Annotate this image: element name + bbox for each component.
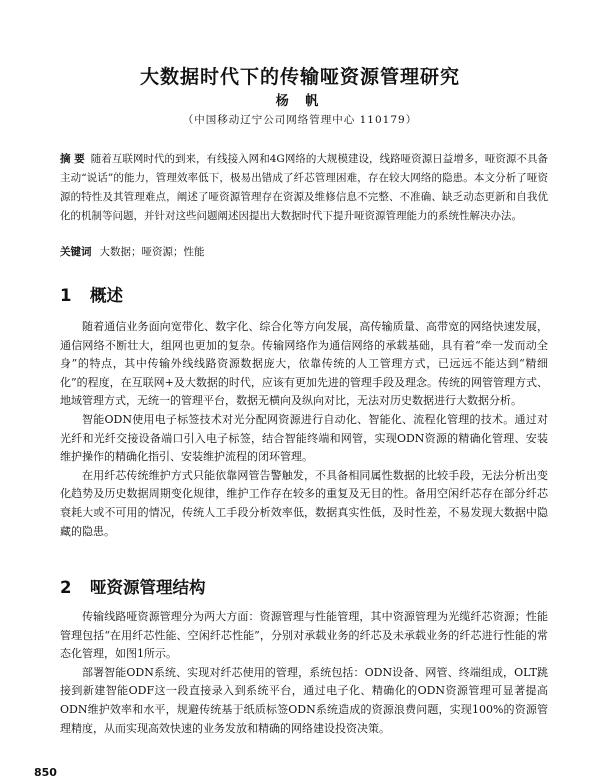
paragraph: 随着通信业务面向宽带化、数字化、综合化等方向发展，高传输质量、高带宽的网络快速发展，通信网络不断壮大，组网也更加的复杂。传输网络作为通信网络的承载基础，具有着“牵一发而动全身”的特点，其中传输外线线路资源数据庞大，依靠传统的人工管理方式，已远远不能达到“精细化”的程度，在互联网+及大数据的时代，应该有更加先进的管理手段及理念。传统的网管管理方式、地域管理方式，无统一的管理平台，数据无横向及纵向对比，无法对历史数据进行大数据分析。 [60,320,548,408]
section-body-overview [60,318,548,541]
section-title: 概述 [90,286,123,305]
paragraph: 部署智能ODN系统、实现对纤芯使用的管理，系统包括：ODN设备、网管、终端组成，OLT跳接到新建智能ODF这一段直接录入到系统平台，通过电子化、精确化的ODN资源管理可显著提高ODN维护效率和水平，规避传统基于纸质标签ODN系统造成的资源浪费问题，实现100%的资源管理精度，从而实现高效快速的业务发放和精确的网络建设投资决策。 [60,665,548,735]
paragraph: 智能ODN使用电子标签技术对光分配网资源进行自动化、智能化、流程化管理的技术。通过对光纤和光纤交接设备端口引入电子标签，结合智能终端和网管，实现ODN资源的精确化管理、安装维护操作的精确化指引、安装维护流程的闭环管理。 [60,412,548,464]
section-title: 哑资源管理结构 [90,578,206,597]
section-body-structure [60,608,548,738]
abstract-label: 摘 要 [60,153,85,165]
abstract [60,150,548,226]
paper-title: 大数据时代下的传输哑资源管理研究 [139,66,460,88]
keywords-label: 关键词 [60,246,92,258]
abstract-text: 随着互联网时代的到来，有线接入网和4G网络的大规模建设，线路哑资源日益增多，哑资源不具备主动“说话”的能力，管理效率低下，极易出错成了纤芯管理困难，存在较大网络的隐患。本文分析了哑资源的特性及其管理难点，阐述了哑资源管理存在资源及维修信息不完整、不准确、缺乏动态更新和自我优化的机制等问题，并针对这些问题阐述因提出大数据时代下提升哑资源管理能力的系统性解决办法。 [60,153,548,222]
paragraph: 传输线路哑资源管理分为两大方面：资源管理与性能管理，其中资源管理为光缆纤芯资源；性能管理包括“在用纤芯性能、空闲纤芯性能”，分别对承载业务的纤芯及未承载业务的纤芯进行性能的常态化管理，如图1所示。 [60,610,548,661]
section-heading-structure [60,574,206,598]
keywords-text: 大数据；哑资源；性能 [99,246,205,258]
section-number: 2 [60,578,72,597]
section-number: 1 [60,286,72,305]
author-affiliation: （中国移动辽宁公司网络管理中心 110179） [182,114,418,126]
paragraph: 在用纤芯传统维护方式只能依靠网管告警触发，不具备相同属性数据的比较手段，无法分析出变化趋势及历史数据周期变化规律，维护工作存在较多的重复及无目的性。备用空闲纤芯存在部分纤芯衰耗大或不可用的情况，传统人工手段分析效率低，数据真实性低，及时性差，不易发现大数据中隐藏的隐患。 [60,468,548,538]
author-name: 杨 帆 [275,94,325,109]
keywords [60,244,548,260]
page-number: 850 [34,766,57,779]
section-heading-overview [60,282,123,306]
